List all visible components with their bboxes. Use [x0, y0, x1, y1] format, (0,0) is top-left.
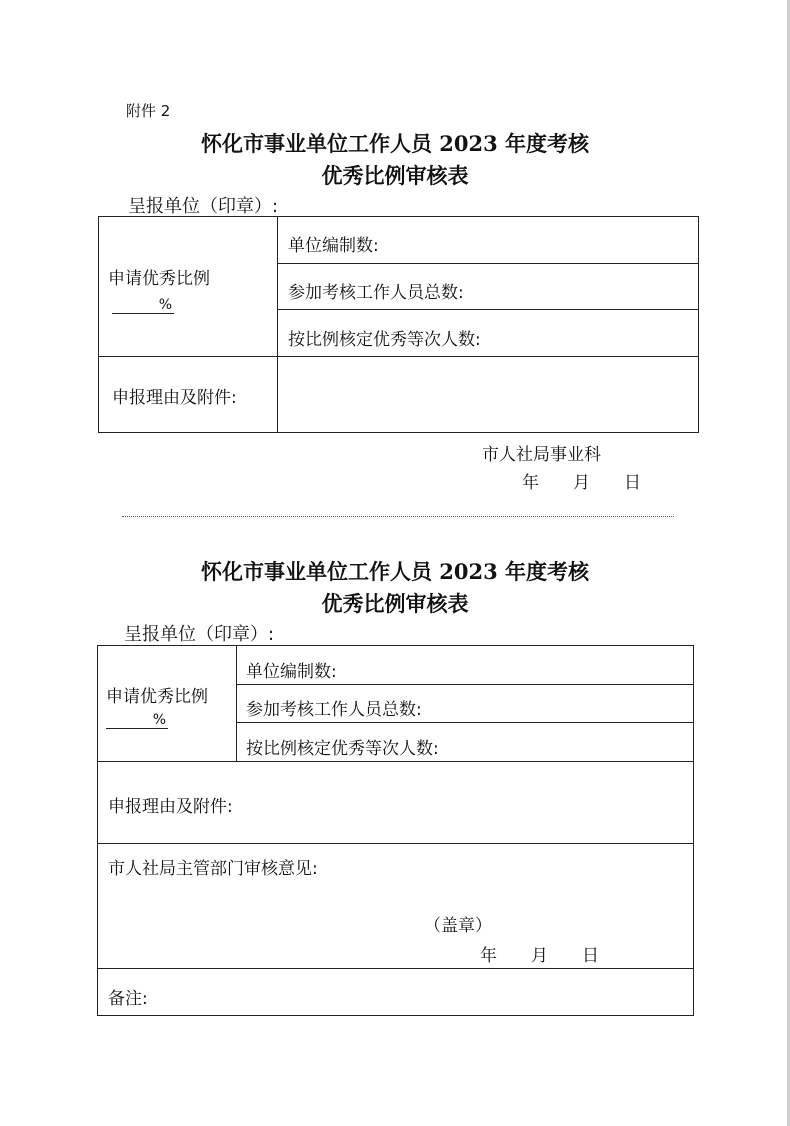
form2-percent-blank[interactable]: %	[106, 712, 168, 729]
form1-staff-quota-label: 单位编制数:	[288, 236, 379, 256]
form2-remark-cell[interactable]	[97, 968, 694, 1016]
form1-reason-input-cell[interactable]	[277, 356, 699, 433]
form2-total-assessed-label: 参加考核工作人员总数:	[246, 700, 422, 720]
form2-opinion-label: 市人社局主管部门审核意见:	[108, 859, 318, 879]
form1-date-line: 年 月 日	[522, 473, 641, 493]
form1-percent-blank[interactable]: %	[112, 297, 174, 314]
cut-line-divider	[122, 516, 674, 517]
form1-reason-label: 申报理由及附件:	[112, 388, 237, 408]
form2-date-line: 年 月 日	[480, 946, 599, 966]
form1-title-line2: 优秀比例审核表	[321, 163, 469, 188]
form1-ratio-label: 申请优秀比例	[108, 269, 210, 289]
form2-staff-quota-label: 单位编制数:	[246, 662, 337, 682]
form2-title-line1: 怀化市事业单位工作人员 2023 年度考核	[200, 559, 590, 584]
form2-submitter-label: 呈报单位（印章）:	[124, 624, 275, 645]
form1-submitter-label: 呈报单位（印章）:	[128, 196, 279, 217]
form2-remark-label: 备注:	[108, 989, 148, 1009]
form1-excellent-count-label: 按比例核定优秀等次人数:	[288, 330, 481, 350]
form1-dept-signature: 市人社局事业科	[482, 445, 601, 465]
form2-reason-label: 申报理由及附件:	[108, 797, 233, 817]
form1-total-assessed-label: 参加考核工作人员总数:	[288, 283, 464, 303]
attachment-label: 附件 2	[126, 102, 171, 120]
form2-title-line2: 优秀比例审核表	[321, 591, 469, 616]
form1-title-line1: 怀化市事业单位工作人员 2023 年度考核	[200, 131, 590, 156]
form2-excellent-count-label: 按比例核定优秀等次人数:	[246, 739, 439, 759]
form2-ratio-label: 申请优秀比例	[106, 687, 208, 707]
form2-seal-label: （盖章）	[424, 916, 492, 936]
